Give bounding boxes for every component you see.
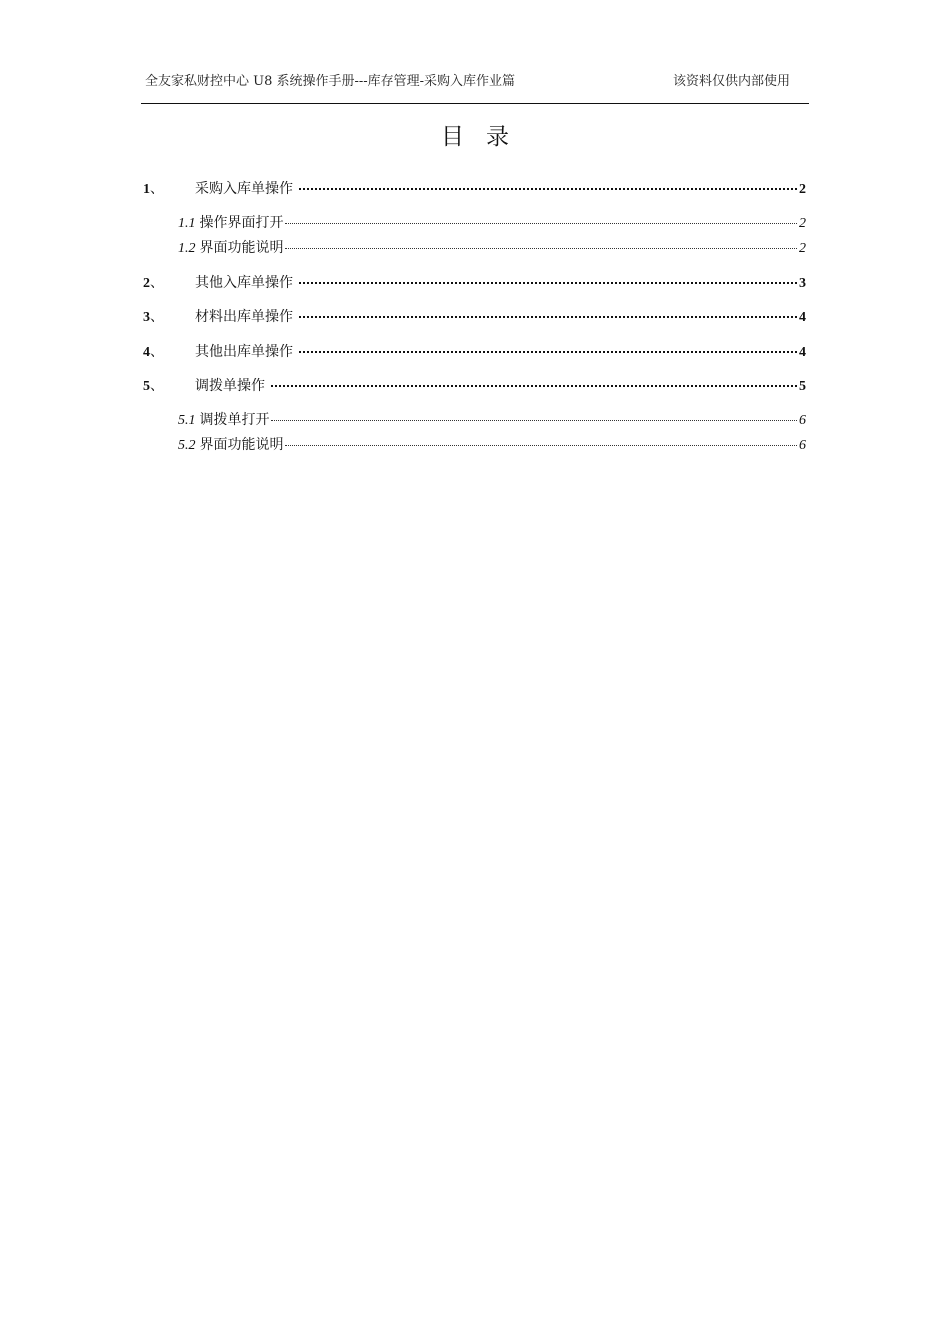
toc-entry-label: 其他入库单操作	[195, 275, 293, 291]
toc-subentry-number: 1.1	[178, 216, 196, 231]
toc-subentry[interactable]	[143, 434, 806, 454]
toc-entry-number: 2、	[143, 276, 164, 291]
toc-entry-number: 5、	[143, 379, 164, 394]
header-divider	[141, 103, 809, 104]
toc-subentry-page: 2	[799, 241, 806, 256]
toc-entry[interactable]	[143, 306, 806, 326]
toc-dot-leader	[299, 351, 797, 353]
toc-subentry-page: 2	[799, 216, 806, 231]
toc-subentry-number: 5.2	[178, 438, 196, 453]
toc-dot-leader	[271, 385, 797, 387]
toc-entry[interactable]	[143, 341, 806, 361]
header-document-title: 全友家私财控中心 U8 系统操作手册---库存管理-采购入库作业篇	[145, 74, 516, 89]
toc-entry[interactable]	[143, 272, 806, 292]
toc-dot-leader	[299, 282, 797, 284]
toc-subentry-number: 5.1	[178, 413, 196, 428]
toc-subentry[interactable]	[143, 212, 806, 232]
toc-entry-page: 4	[799, 310, 806, 325]
toc-entry[interactable]	[143, 178, 806, 198]
toc-subentry-number: 1.2	[178, 241, 196, 256]
toc-subentry-page: 6	[799, 438, 806, 453]
toc-entry[interactable]	[143, 375, 806, 395]
toc-subentry[interactable]	[143, 409, 806, 429]
toc-subentry-label: 界面功能说明	[199, 437, 284, 453]
toc-entry-page: 4	[799, 345, 806, 360]
toc-dot-leader	[285, 248, 798, 249]
toc-dot-leader	[271, 420, 798, 421]
toc-entry-page: 5	[799, 379, 806, 394]
toc-entry-label: 其他出库单操作	[195, 344, 293, 360]
toc-dot-leader	[285, 445, 798, 446]
toc-entry-page: 3	[799, 276, 806, 291]
toc-entry-label: 材料出库单操作	[195, 309, 293, 325]
toc-dot-leader	[285, 223, 798, 224]
toc-subentry-page: 6	[799, 413, 806, 428]
toc-subentry-label: 界面功能说明	[199, 240, 284, 256]
toc-entry-label: 调拨单操作	[195, 378, 265, 394]
toc-entry-label: 采购入库单操作	[195, 181, 293, 197]
toc-subentry[interactable]	[143, 237, 806, 257]
toc-entry-number: 4、	[143, 345, 164, 360]
header-confidentiality-note: 该资料仅供内部使用	[672, 74, 790, 89]
toc-subentry-label: 调拨单打开	[199, 412, 270, 428]
toc-subentry-label: 操作界面打开	[199, 215, 284, 231]
toc-entry-page: 2	[799, 182, 806, 197]
toc-dot-leader	[299, 316, 797, 318]
page-header	[143, 68, 808, 92]
toc-entry-number: 3、	[143, 310, 164, 325]
toc-entry-number: 1、	[143, 182, 164, 197]
toc-dot-leader	[299, 188, 797, 190]
toc-title: 目录	[441, 124, 531, 150]
